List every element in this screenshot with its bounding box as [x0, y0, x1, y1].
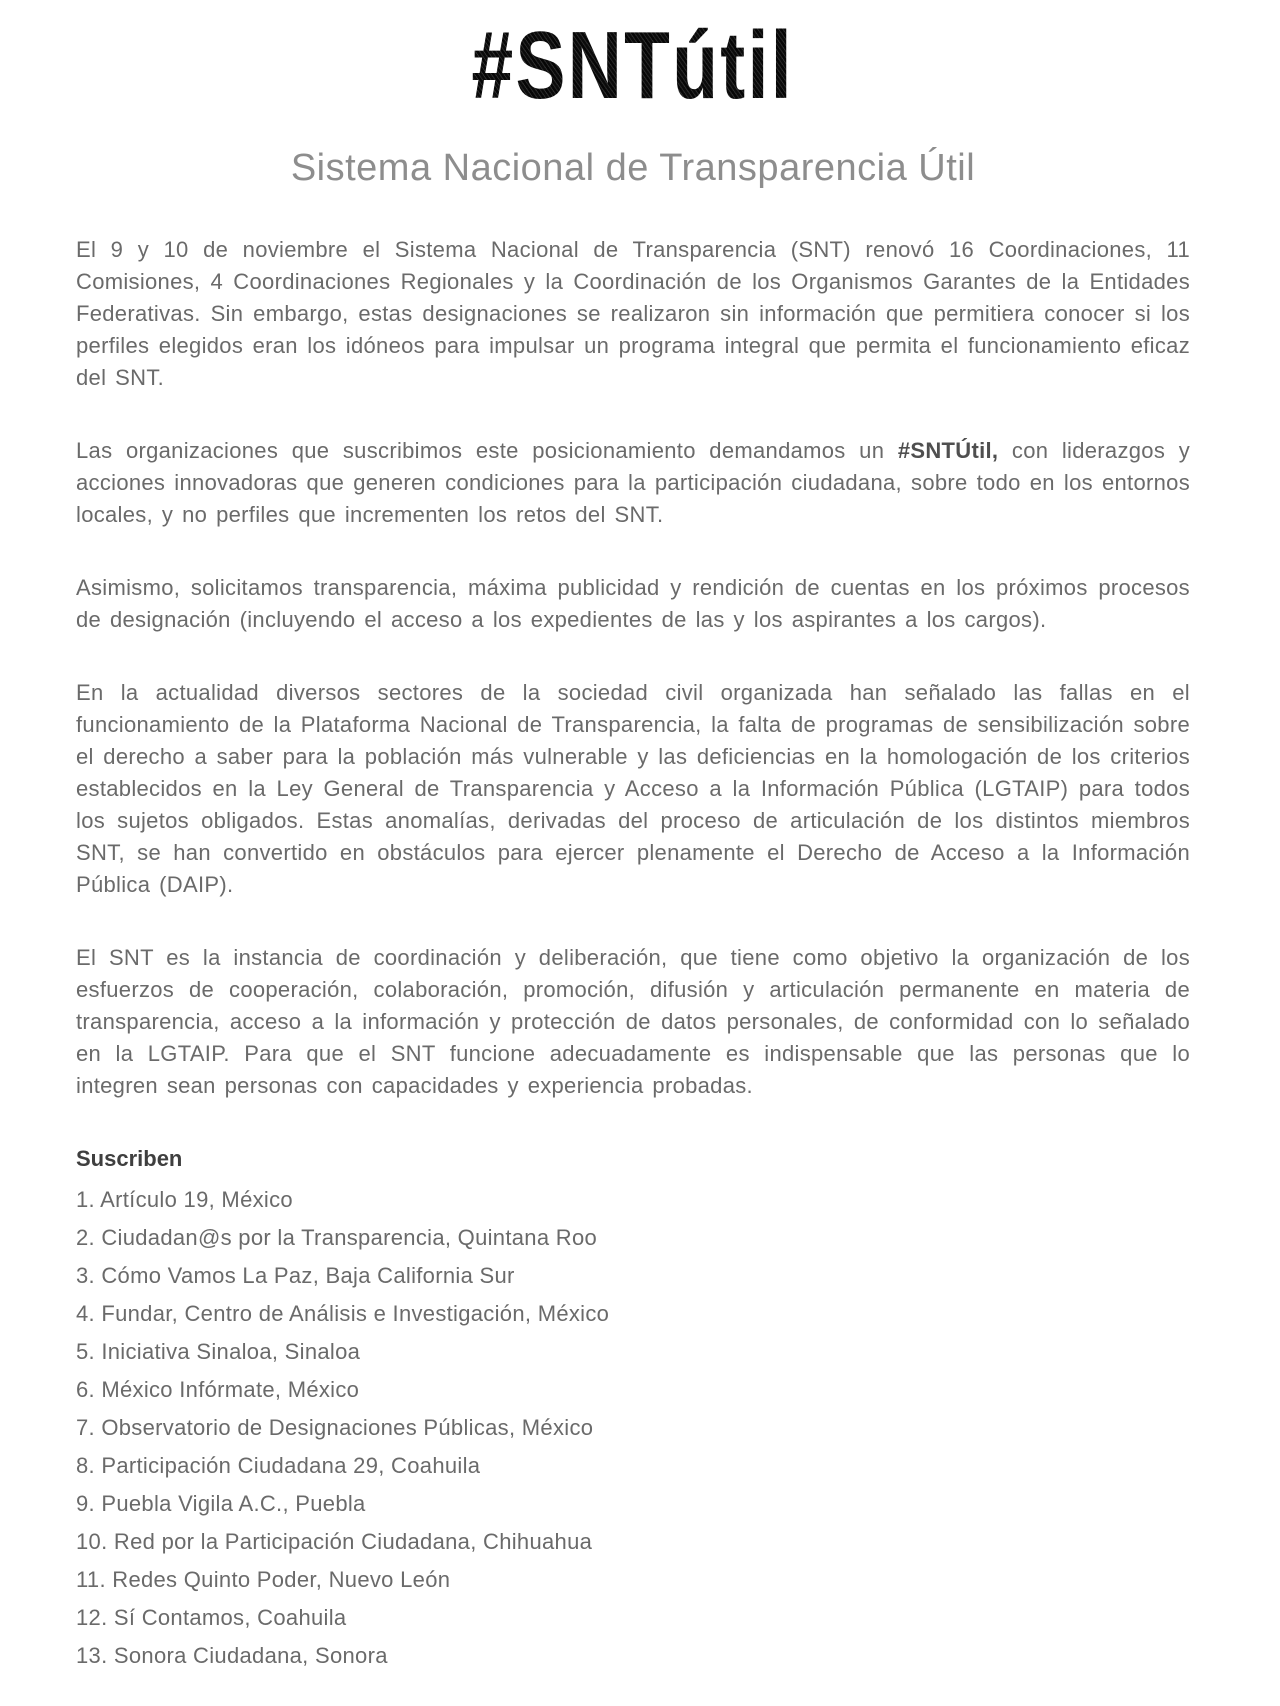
list-item: 8. Participación Ciudadana 29, Coahuila: [76, 1452, 481, 1478]
list-item: 12. Sí Contamos, Coahuila: [76, 1604, 347, 1630]
paragraph-demand-lead: Las organizaciones que suscribimos este posicionamiento demandamos un: [76, 437, 898, 463]
list-item: 5. Iniciativa Sinaloa, Sinaloa: [76, 1338, 361, 1364]
list-item: 1. Artículo 19, México: [76, 1186, 293, 1212]
paragraph-snt-definition: El SNT es la instancia de coordinación y deliberación, que tiene como objetivo la organización de los esfuerzos de cooperación, colaboración, promoción, difusión y articulación permanente en materia de transparencia, acceso a la información y protección de datos personales, de conformidad con lo señalado en la LGTAIP. Para que el SNT funcione adecuadamente es indispensable que las personas que lo integren sean personas con capacidades y experiencia probadas.: [76, 944, 1190, 1098]
list-item: 6. México Infórmate, México: [76, 1376, 360, 1402]
paragraph-current-failures: En la actualidad diversos sectores de la sociedad civil organizada han señalado las fallas en el funcionamiento de la Plataforma Nacional de Transparencia, la falta de programas de sensibilización sobre el derecho a saber para la población más vulnerable y las deficiencias en la homologación de los criterios establecidos en la Ley General de Transparencia y Acceso a la Información Pública (LGTAIP) para todos los sujetos obligados. Estas anomalías, derivadas del proceso de articulación de los distintos miembros SNT, se han convertido en obstáculos para ejercer plenamente el Derecho de Acceso a la Información Pública (DAIP).: [76, 679, 1190, 897]
list-item: 4. Fundar, Centro de Análisis e Investigación, México: [76, 1300, 610, 1326]
document-header: [76, 12, 1190, 190]
list-item: 13. Sonora Ciudadana, Sonora: [76, 1642, 388, 1668]
list-item: 3. Cómo Vamos La Paz, Baja California Sur: [76, 1262, 515, 1288]
page-subtitle: Sistema Nacional de Transparencia Útil: [290, 146, 976, 189]
hashtag-title-text: #SNTútil: [471, 12, 795, 119]
list-item: 9. Puebla Vigila A.C., Puebla: [76, 1490, 366, 1516]
paragraph-renovation: El 9 y 10 de noviembre el Sistema Nacional de Transparencia (SNT) renovó 16 Coordinaciones, 11 Comisiones, 4 Coordinaciones Regionales y la Coordinación de los Organismos Garantes de la Entidades Federativas. Sin embargo, estas designaciones se realizaron sin información que permitiera conocer si los perfiles elegidos eran los idóneos para impulsar un programa integral que permita el funcionamiento eficaz del SNT.: [76, 236, 1190, 390]
paragraph-demand-rest: con liderazgos y acciones innovadoras que generen condiciones para la participación ciudadana, sobre todo en los entornos locales, y no perfiles que incrementen los retos del SNT.: [76, 437, 1190, 527]
list-item: 2. Ciudadan@s por la Transparencia, Quintana Roo: [76, 1224, 598, 1250]
list-item: 11. Redes Quinto Poder, Nuevo León: [76, 1566, 451, 1592]
signatories-heading: Suscriben: [76, 1145, 183, 1171]
document-body: [76, 234, 1190, 1102]
list-item: 10. Red por la Participación Ciudadana, Chihuahua: [76, 1528, 593, 1554]
signatories-list: [76, 1181, 1190, 1675]
hashtag-emphasis: #SNTÚtil,: [897, 437, 999, 463]
list-item: 7. Observatorio de Designaciones Públicas, México: [76, 1414, 594, 1440]
paragraph-demand: [76, 435, 1190, 531]
paragraph-transparency-request: Asimismo, solicitamos transparencia, máxima publicidad y rendición de cuentas en los próximos procesos de designación (incluyendo el acceso a los expedientes de las y los aspirantes a los cargos).: [76, 574, 1190, 632]
page-title: [76, 12, 1190, 119]
signatories-section: [76, 1143, 1190, 1675]
